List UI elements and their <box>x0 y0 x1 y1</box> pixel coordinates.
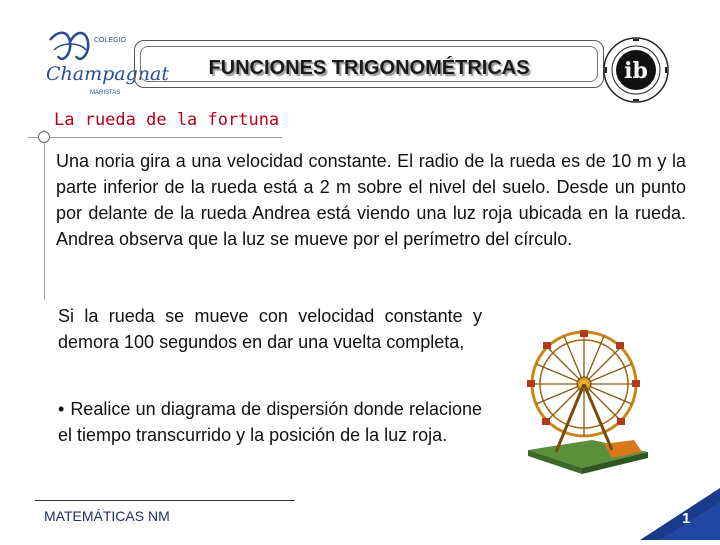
colegio-champagnat-logo <box>40 28 169 98</box>
svg-text:COLEGIO: COLEGIO <box>94 37 126 44</box>
task-bullet <box>58 396 482 448</box>
svg-text:MARISTAS: MARISTAS <box>90 90 121 96</box>
bullet-text: Realice un diagrama de dispersión donde relacione el tiempo transcurrido y la posición de la luz roja. <box>58 399 482 445</box>
ib-logo <box>600 34 672 106</box>
section-subtitle: La rueda de la fortuna <box>54 110 280 130</box>
problem-paragraph: Una noria gira a una velocidad constante. El radio de la rueda es de 10 m y la parte inferior de la rueda está a 2 m sobre el nivel del suelo. Desde un punto por delante de la rueda Andrea está viendo una luz roja ubicada en la rueda. Andrea observa que la luz se mueve por el perímetro del círculo. <box>56 151 686 249</box>
bullet-marker: • <box>58 399 65 419</box>
ferris-wheel-illustration <box>522 312 652 474</box>
page-number: 1 <box>682 510 691 527</box>
svg-text:ib: ib <box>624 58 648 84</box>
condition-paragraph: Si la rueda se mueve con velocidad constante y demora 100 segundos en dar una vuelta completa, <box>58 306 482 352</box>
footer-course-label: MATEMÁTICAS NM <box>44 508 170 524</box>
svg-text:Champagnat: Champagnat <box>46 63 169 85</box>
title-box <box>134 40 604 88</box>
divider-horizontal <box>28 137 282 138</box>
divider-vertical <box>44 130 45 300</box>
page-title: FUNCIONES TRIGONOMÉTRICAS <box>208 56 530 79</box>
crosshair-marker <box>38 131 50 143</box>
footer-divider <box>35 500 295 501</box>
page-number-badge <box>640 488 720 540</box>
